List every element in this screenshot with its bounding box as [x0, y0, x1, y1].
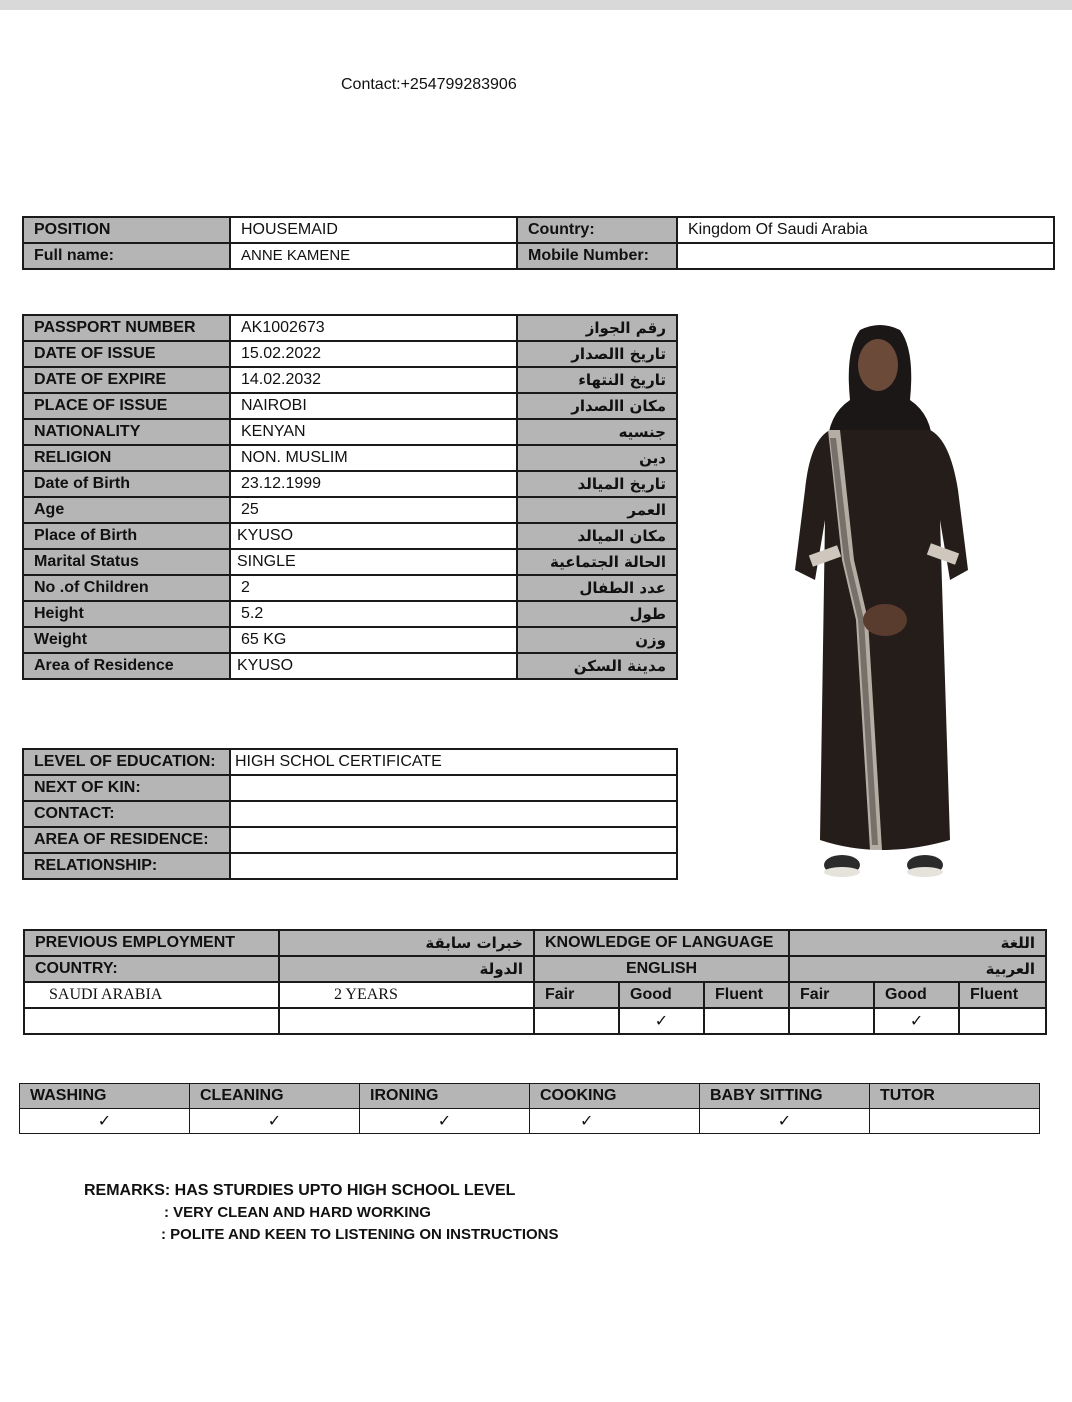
- english-fluent-label: Fluent: [704, 982, 789, 1008]
- personal-label: DATE OF EXPIRE: [23, 367, 230, 393]
- personal-label: PLACE OF ISSUE: [23, 393, 230, 419]
- arabic-language-label: العربية: [789, 956, 1046, 982]
- employment-language-table: [23, 929, 1047, 1035]
- table-row: [23, 497, 677, 523]
- skill-baby-sitting-label: BABY SITTING: [700, 1084, 870, 1109]
- country-arabic: الدولة: [279, 956, 534, 982]
- english-label: ENGLISH: [534, 956, 789, 982]
- table-row: [23, 853, 677, 879]
- table-row: [23, 243, 1054, 269]
- education-label: AREA OF RESIDENCE:: [23, 827, 230, 853]
- personal-arabic-label: مكان الميالد: [517, 523, 677, 549]
- personal-arabic-label: العمر: [517, 497, 677, 523]
- arabic-fair-check: [789, 1008, 874, 1034]
- knowledge-language-label: KNOWLEDGE OF LANGUAGE: [534, 930, 789, 956]
- education-table: [22, 748, 678, 880]
- education-value: [230, 853, 677, 879]
- contact-line: Contact:+254799283906: [341, 76, 517, 93]
- employment-years-value: 2 YEARS: [279, 982, 534, 1008]
- skill-cleaning-label: CLEANING: [190, 1084, 360, 1109]
- table-row: [23, 653, 677, 679]
- personal-value: KYUSO: [230, 523, 517, 549]
- education-label: RELATIONSHIP:: [23, 853, 230, 879]
- table-row: [24, 930, 1046, 956]
- skill-washing-check: ✓: [20, 1109, 190, 1134]
- english-fair-check: [534, 1008, 619, 1034]
- personal-value: SINGLE: [230, 549, 517, 575]
- employment-empty-cell: [24, 1008, 279, 1034]
- remarks-line-1: REMARKS: HAS STURDIES UPTO HIGH SCHOOL LEVEL: [84, 1182, 516, 1199]
- table-row: [23, 601, 677, 627]
- personal-value: 65 KG: [230, 627, 517, 653]
- arabic-fair-label: Fair: [789, 982, 874, 1008]
- position-label: POSITION: [23, 217, 230, 243]
- fullname-label: Full name:: [23, 243, 230, 269]
- table-row: [23, 749, 677, 775]
- personal-label: Weight: [23, 627, 230, 653]
- table-row: [23, 445, 677, 471]
- english-fluent-check: [704, 1008, 789, 1034]
- mobile-label: Mobile Number:: [517, 243, 677, 269]
- remarks-line-3: : POLITE AND KEEN TO LISTENING ON INSTRUCTIONS: [161, 1226, 559, 1243]
- education-label: LEVEL OF EDUCATION:: [23, 749, 230, 775]
- skill-tutor-check: [870, 1109, 1040, 1134]
- personal-value: NAIROBI: [230, 393, 517, 419]
- personal-label: NATIONALITY: [23, 419, 230, 445]
- table-row: [23, 775, 677, 801]
- personal-value: NON. MUSLIM: [230, 445, 517, 471]
- employment-empty-cell: [279, 1008, 534, 1034]
- personal-value: 5.2: [230, 601, 517, 627]
- top-bar: [0, 0, 1072, 10]
- header-table: [22, 216, 1055, 270]
- table-row: [20, 1084, 1040, 1109]
- personal-value: 23.12.1999: [230, 471, 517, 497]
- english-good-check: ✓: [619, 1008, 704, 1034]
- table-row: [23, 341, 677, 367]
- skill-ironing-check: ✓: [360, 1109, 530, 1134]
- employment-country-value: SAUDI ARABIA: [24, 982, 279, 1008]
- personal-value: KENYAN: [230, 419, 517, 445]
- education-label: CONTACT:: [23, 801, 230, 827]
- previous-employment-arabic: خبرات سابقة: [279, 930, 534, 956]
- table-row: [23, 471, 677, 497]
- personal-arabic-label: وزن: [517, 627, 677, 653]
- previous-employment-label: PREVIOUS EMPLOYMENT: [24, 930, 279, 956]
- arabic-good-label: Good: [874, 982, 959, 1008]
- education-label: NEXT OF KIN:: [23, 775, 230, 801]
- personal-arabic-label: الحالة الجتماعية: [517, 549, 677, 575]
- table-row: [23, 627, 677, 653]
- table-row: [23, 419, 677, 445]
- skill-washing-label: WASHING: [20, 1084, 190, 1109]
- education-value: HIGH SCHOL CERTIFICATE: [230, 749, 677, 775]
- personal-value: KYUSO: [230, 653, 517, 679]
- table-row: [23, 217, 1054, 243]
- personal-arabic-label: تاريخ النتهاء: [517, 367, 677, 393]
- skill-baby-sitting-check: ✓: [700, 1109, 870, 1134]
- personal-label: PASSPORT NUMBER: [23, 315, 230, 341]
- education-value: [230, 801, 677, 827]
- personal-label: RELIGION: [23, 445, 230, 471]
- arabic-good-check: ✓: [874, 1008, 959, 1034]
- personal-label: Marital Status: [23, 549, 230, 575]
- remarks-line-2: : VERY CLEAN AND HARD WORKING: [164, 1204, 431, 1221]
- skill-ironing-label: IRONING: [360, 1084, 530, 1109]
- country-label: COUNTRY:: [24, 956, 279, 982]
- table-row: [23, 801, 677, 827]
- personal-label: Area of Residence: [23, 653, 230, 679]
- personal-arabic-label: جنسيه: [517, 419, 677, 445]
- skill-tutor-label: TUTOR: [870, 1084, 1040, 1109]
- personal-value: 14.02.2032: [230, 367, 517, 393]
- table-row: [20, 1109, 1040, 1134]
- personal-arabic-label: مكان االصدار: [517, 393, 677, 419]
- skills-table: [19, 1083, 1040, 1134]
- country-value: Kingdom Of Saudi Arabia: [677, 217, 1054, 243]
- education-value: [230, 827, 677, 853]
- skill-cooking-check: ✓: [530, 1109, 700, 1134]
- table-row: [23, 575, 677, 601]
- personal-label: Height: [23, 601, 230, 627]
- skill-cleaning-check: ✓: [190, 1109, 360, 1134]
- personal-value: 2: [230, 575, 517, 601]
- education-value: [230, 775, 677, 801]
- table-row: [23, 367, 677, 393]
- personal-label: Age: [23, 497, 230, 523]
- personal-value: 25: [230, 497, 517, 523]
- candidate-photo: [790, 320, 970, 885]
- table-row: [24, 1008, 1046, 1034]
- table-row: [23, 315, 677, 341]
- personal-arabic-label: تاريخ االصدار: [517, 341, 677, 367]
- personal-label: Place of Birth: [23, 523, 230, 549]
- personal-table: [22, 314, 678, 680]
- table-row: [24, 956, 1046, 982]
- table-row: [23, 523, 677, 549]
- table-row: [23, 549, 677, 575]
- english-fair-label: Fair: [534, 982, 619, 1008]
- personal-value: AK1002673: [230, 315, 517, 341]
- personal-label: No .of Children: [23, 575, 230, 601]
- country-label: Country:: [517, 217, 677, 243]
- position-value: HOUSEMAID: [230, 217, 517, 243]
- personal-arabic-label: رقم الجواز: [517, 315, 677, 341]
- table-row: [23, 827, 677, 853]
- arabic-fluent-check: [959, 1008, 1046, 1034]
- personal-label: DATE OF ISSUE: [23, 341, 230, 367]
- personal-label: Date of Birth: [23, 471, 230, 497]
- table-row: [24, 982, 1046, 1008]
- personal-arabic-label: طول: [517, 601, 677, 627]
- english-good-label: Good: [619, 982, 704, 1008]
- personal-arabic-label: مدينة السكن: [517, 653, 677, 679]
- arabic-fluent-label: Fluent: [959, 982, 1046, 1008]
- table-row: [23, 393, 677, 419]
- mobile-value: [677, 243, 1054, 269]
- personal-arabic-label: دين: [517, 445, 677, 471]
- knowledge-language-arabic: اللغة: [789, 930, 1046, 956]
- skill-cooking-label: COOKING: [530, 1084, 700, 1109]
- fullname-value: ANNE KAMENE: [230, 243, 517, 269]
- personal-arabic-label: تاريخ الميالد: [517, 471, 677, 497]
- remarks-block: [84, 1180, 559, 1246]
- personal-arabic-label: عدد الطفال: [517, 575, 677, 601]
- personal-value: 15.02.2022: [230, 341, 517, 367]
